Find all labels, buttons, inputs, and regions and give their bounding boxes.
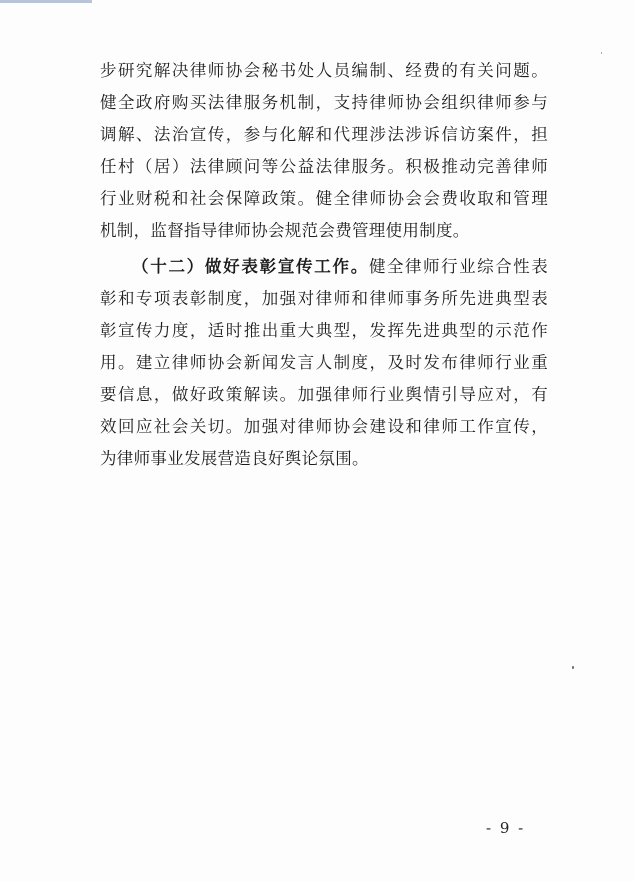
paragraph-line: 彰宣传力度，适时推出重大典型，发挥先进典型的示范作 xyxy=(100,321,548,340)
paragraph-line: 健全政府购买法律服务机制，支持律师协会组织律师参与 xyxy=(100,93,548,112)
paragraph-line: 效回应社会关切。加强对律师协会建设和律师工作宣传， xyxy=(100,417,548,436)
section-first-line xyxy=(132,251,548,283)
paragraph-line: 步研究解决律师协会秘书处人员编制、经费的有关问题。 xyxy=(100,61,548,80)
paragraph-line: 要信息，做好政策解读。加强律师行业舆情引导应对，有 xyxy=(100,385,548,404)
paragraph-line: 彰和专项表彰制度，加强对律师和律师事务所先进典型表 xyxy=(100,289,548,308)
paragraph-line: 任村（居）法律顾问等公益法律服务。积极推动完善律师 xyxy=(100,157,548,176)
paragraph-line: 调解、法治宣传，参与化解和代理涉法涉诉信访案件，担 xyxy=(100,125,548,144)
scan-speck xyxy=(572,666,574,669)
page-number: - 9 - xyxy=(486,819,526,837)
scan-edge-mark xyxy=(0,0,92,3)
scan-speck xyxy=(601,52,602,54)
section-heading: （十二）做好表彰宣传工作。 xyxy=(132,257,369,276)
paragraph-line: 为律师事业发展营造良好舆论氛围。 xyxy=(100,449,369,468)
paragraph-line: 机制，监督指导律师协会规范会费管理使用制度。 xyxy=(100,221,470,240)
section-first-line-text: 健全律师行业综合性表 xyxy=(368,257,549,276)
paragraph-line: 行业财税和社会保障政策。健全律师协会会费收取和管理 xyxy=(100,189,548,208)
paragraph-line: 用。建立律师协会新闻发言人制度，及时发布律师行业重 xyxy=(100,353,548,372)
